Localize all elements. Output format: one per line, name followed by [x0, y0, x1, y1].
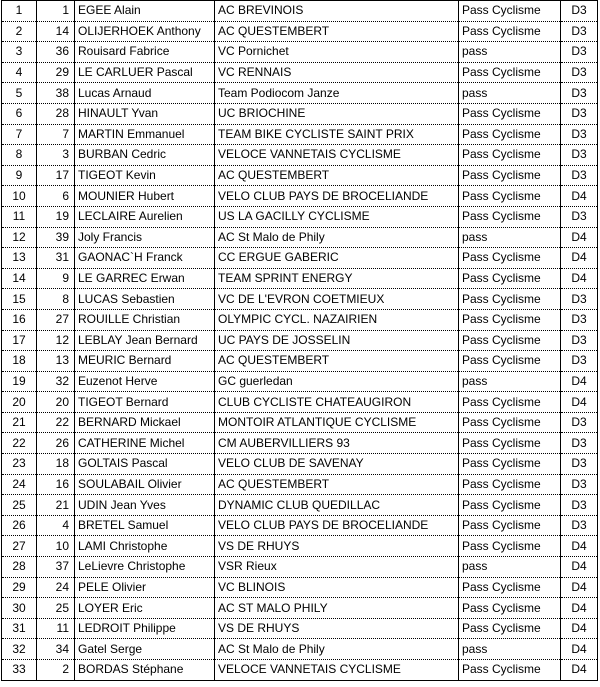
- rider-name-cell: Lucas Arnaud: [75, 83, 215, 104]
- table-row: [2, 392, 598, 413]
- bib-number-cell: 21: [37, 495, 75, 516]
- rank-cell: 32: [2, 639, 37, 660]
- rank-cell: 22: [2, 433, 37, 454]
- category-cell: D4: [561, 557, 598, 578]
- bib-number-cell: 8: [37, 289, 75, 310]
- rider-name-cell: MARTIN Emmanuel: [75, 124, 215, 145]
- rider-name-cell: Rouisard Fabrice: [75, 42, 215, 63]
- license-type-cell: Pass Cyclisme: [459, 186, 561, 207]
- category-cell: D4: [561, 392, 598, 413]
- rank-cell: 6: [2, 103, 37, 124]
- category-cell: D3: [561, 42, 598, 63]
- license-type-cell: pass: [459, 639, 561, 660]
- bib-number-cell: 28: [37, 103, 75, 124]
- rank-cell: 5: [2, 83, 37, 104]
- rank-cell: 14: [2, 268, 37, 289]
- rank-cell: 8: [2, 145, 37, 166]
- rank-cell: 11: [2, 206, 37, 227]
- club-name-cell: AC QUESTEMBERT: [215, 351, 459, 372]
- rank-cell: 16: [2, 309, 37, 330]
- rider-name-cell: MEURIC Bernard: [75, 351, 215, 372]
- license-type-cell: Pass Cyclisme: [459, 206, 561, 227]
- bib-number-cell: 37: [37, 557, 75, 578]
- club-name-cell: AC St Malo de Phily: [215, 227, 459, 248]
- category-cell: D3: [561, 515, 598, 536]
- license-type-cell: Pass Cyclisme: [459, 515, 561, 536]
- club-name-cell: VELO CLUB DE SAVENAY: [215, 454, 459, 475]
- category-cell: D3: [561, 1, 598, 22]
- category-cell: D3: [561, 474, 598, 495]
- club-name-cell: CC ERGUE GABERIC: [215, 248, 459, 269]
- bib-number-cell: 24: [37, 577, 75, 598]
- license-type-cell: Pass Cyclisme: [459, 1, 561, 22]
- rank-cell: 23: [2, 454, 37, 475]
- club-name-cell: AC QUESTEMBERT: [215, 165, 459, 186]
- license-type-cell: Pass Cyclisme: [459, 474, 561, 495]
- rank-cell: 29: [2, 577, 37, 598]
- rider-name-cell: Joly Francis: [75, 227, 215, 248]
- club-name-cell: VSR Rieux: [215, 557, 459, 578]
- category-cell: D3: [561, 21, 598, 42]
- license-type-cell: Pass Cyclisme: [459, 21, 561, 42]
- license-type-cell: Pass Cyclisme: [459, 165, 561, 186]
- category-cell: D3: [561, 412, 598, 433]
- club-name-cell: AC St Malo de Phily: [215, 639, 459, 660]
- category-cell: D4: [561, 268, 598, 289]
- table-row: [2, 351, 598, 372]
- rank-cell: 12: [2, 227, 37, 248]
- bib-number-cell: 20: [37, 392, 75, 413]
- results-table-body: [2, 1, 598, 681]
- club-name-cell: DYNAMIC CLUB QUEDILLAC: [215, 495, 459, 516]
- table-row: [2, 433, 598, 454]
- table-row: [2, 42, 598, 63]
- bib-number-cell: 34: [37, 639, 75, 660]
- club-name-cell: OLYMPIC CYCL. NAZAIRIEN: [215, 309, 459, 330]
- club-name-cell: CLUB CYCLISTE CHATEAUGIRON: [215, 392, 459, 413]
- rank-cell: 13: [2, 248, 37, 269]
- club-name-cell: Team Podiocom Janze: [215, 83, 459, 104]
- rider-name-cell: LUCAS Sebastien: [75, 289, 215, 310]
- club-name-cell: VC RENNAIS: [215, 62, 459, 83]
- table-row: [2, 577, 598, 598]
- table-row: [2, 639, 598, 660]
- bib-number-cell: 11: [37, 618, 75, 639]
- bib-number-cell: 14: [37, 21, 75, 42]
- bib-number-cell: 2: [37, 660, 75, 681]
- club-name-cell: VELOCE VANNETAIS CYCLISME: [215, 660, 459, 681]
- rider-name-cell: GOLTAIS Pascal: [75, 454, 215, 475]
- table-row: [2, 330, 598, 351]
- rank-cell: 18: [2, 351, 37, 372]
- bib-number-cell: 1: [37, 1, 75, 22]
- table-row: [2, 21, 598, 42]
- table-row: [2, 660, 598, 681]
- license-type-cell: Pass Cyclisme: [459, 454, 561, 475]
- rider-name-cell: SOULABAIL Olivier: [75, 474, 215, 495]
- rank-cell: 26: [2, 515, 37, 536]
- bib-number-cell: 18: [37, 454, 75, 475]
- license-type-cell: pass: [459, 557, 561, 578]
- rider-name-cell: TIGEOT Kevin: [75, 165, 215, 186]
- club-name-cell: VC Pornichet: [215, 42, 459, 63]
- rank-cell: 7: [2, 124, 37, 145]
- bib-number-cell: 12: [37, 330, 75, 351]
- category-cell: D4: [561, 577, 598, 598]
- rank-cell: 28: [2, 557, 37, 578]
- table-row: [2, 165, 598, 186]
- rider-name-cell: LEBLAY Jean Bernard: [75, 330, 215, 351]
- license-type-cell: Pass Cyclisme: [459, 495, 561, 516]
- rank-cell: 25: [2, 495, 37, 516]
- rider-name-cell: LOYER Eric: [75, 598, 215, 619]
- table-row: [2, 145, 598, 166]
- rank-cell: 15: [2, 289, 37, 310]
- category-cell: D3: [561, 103, 598, 124]
- bib-number-cell: 27: [37, 309, 75, 330]
- bib-number-cell: 13: [37, 351, 75, 372]
- table-row: [2, 536, 598, 557]
- category-cell: D3: [561, 124, 598, 145]
- bib-number-cell: 9: [37, 268, 75, 289]
- category-cell: D3: [561, 62, 598, 83]
- rider-name-cell: GAONAC`H Franck: [75, 248, 215, 269]
- rank-cell: 19: [2, 371, 37, 392]
- rider-name-cell: LeLievre Christophe: [75, 557, 215, 578]
- rider-name-cell: UDIN Jean Yves: [75, 495, 215, 516]
- bib-number-cell: 7: [37, 124, 75, 145]
- club-name-cell: VC DE L'EVRON COETMIEUX: [215, 289, 459, 310]
- category-cell: D4: [561, 227, 598, 248]
- rank-cell: 20: [2, 392, 37, 413]
- club-name-cell: VELO CLUB PAYS DE BROCELIANDE: [215, 186, 459, 207]
- category-cell: D3: [561, 330, 598, 351]
- bib-number-cell: 3: [37, 145, 75, 166]
- club-name-cell: CM AUBERVILLIERS 93: [215, 433, 459, 454]
- rank-cell: 30: [2, 598, 37, 619]
- club-name-cell: TEAM SPRINT ENERGY: [215, 268, 459, 289]
- table-row: [2, 289, 598, 310]
- category-cell: D3: [561, 83, 598, 104]
- license-type-cell: Pass Cyclisme: [459, 103, 561, 124]
- club-name-cell: UC BRIOCHINE: [215, 103, 459, 124]
- category-cell: D4: [561, 660, 598, 681]
- rider-name-cell: BERNARD Mickael: [75, 412, 215, 433]
- rider-name-cell: HINAULT Yvan: [75, 103, 215, 124]
- rider-name-cell: LECLAIRE Aurelien: [75, 206, 215, 227]
- rider-name-cell: PELE Olivier: [75, 577, 215, 598]
- category-cell: D4: [561, 371, 598, 392]
- bib-number-cell: 25: [37, 598, 75, 619]
- rider-name-cell: LE GARREC Erwan: [75, 268, 215, 289]
- club-name-cell: VELOCE VANNETAIS CYCLISME: [215, 145, 459, 166]
- rank-cell: 17: [2, 330, 37, 351]
- table-row: [2, 206, 598, 227]
- rank-cell: 21: [2, 412, 37, 433]
- rank-cell: 24: [2, 474, 37, 495]
- rider-name-cell: ROUILLE Christian: [75, 309, 215, 330]
- bib-number-cell: 17: [37, 165, 75, 186]
- table-row: [2, 103, 598, 124]
- license-type-cell: Pass Cyclisme: [459, 351, 561, 372]
- rank-cell: 31: [2, 618, 37, 639]
- rank-cell: 33: [2, 660, 37, 681]
- table-row: [2, 598, 598, 619]
- category-cell: D3: [561, 433, 598, 454]
- rank-cell: 2: [2, 21, 37, 42]
- table-row: [2, 474, 598, 495]
- table-row: [2, 371, 598, 392]
- rider-name-cell: BRETEL Samuel: [75, 515, 215, 536]
- license-type-cell: pass: [459, 42, 561, 63]
- category-cell: D3: [561, 309, 598, 330]
- rank-cell: 27: [2, 536, 37, 557]
- rider-name-cell: CATHERINE Michel: [75, 433, 215, 454]
- table-row: [2, 454, 598, 475]
- license-type-cell: pass: [459, 227, 561, 248]
- category-cell: D3: [561, 454, 598, 475]
- club-name-cell: VELO CLUB PAYS DE BROCELIANDE: [215, 515, 459, 536]
- license-type-cell: Pass Cyclisme: [459, 412, 561, 433]
- club-name-cell: GC guerledan: [215, 371, 459, 392]
- rank-cell: 3: [2, 42, 37, 63]
- club-name-cell: US LA GACILLY CYCLISME: [215, 206, 459, 227]
- license-type-cell: Pass Cyclisme: [459, 433, 561, 454]
- table-row: [2, 83, 598, 104]
- category-cell: D3: [561, 145, 598, 166]
- bib-number-cell: 4: [37, 515, 75, 536]
- table-row: [2, 186, 598, 207]
- license-type-cell: Pass Cyclisme: [459, 618, 561, 639]
- bib-number-cell: 16: [37, 474, 75, 495]
- license-type-cell: Pass Cyclisme: [459, 268, 561, 289]
- bib-number-cell: 31: [37, 248, 75, 269]
- rank-cell: 1: [2, 1, 37, 22]
- bib-number-cell: 38: [37, 83, 75, 104]
- table-row: [2, 124, 598, 145]
- rider-name-cell: BORDAS Stéphane: [75, 660, 215, 681]
- club-name-cell: VC BLINOIS: [215, 577, 459, 598]
- category-cell: D4: [561, 639, 598, 660]
- bib-number-cell: 32: [37, 371, 75, 392]
- category-cell: D3: [561, 165, 598, 186]
- results-table: [1, 0, 598, 681]
- rider-name-cell: Euzenot Herve: [75, 371, 215, 392]
- table-row: [2, 412, 598, 433]
- table-row: [2, 248, 598, 269]
- license-type-cell: Pass Cyclisme: [459, 62, 561, 83]
- license-type-cell: Pass Cyclisme: [459, 330, 561, 351]
- club-name-cell: UC PAYS DE JOSSELIN: [215, 330, 459, 351]
- category-cell: D3: [561, 206, 598, 227]
- category-cell: D4: [561, 186, 598, 207]
- license-type-cell: Pass Cyclisme: [459, 289, 561, 310]
- license-type-cell: Pass Cyclisme: [459, 577, 561, 598]
- category-cell: D3: [561, 495, 598, 516]
- bib-number-cell: 39: [37, 227, 75, 248]
- table-row: [2, 227, 598, 248]
- rider-name-cell: LAMI Christophe: [75, 536, 215, 557]
- table-row: [2, 557, 598, 578]
- license-type-cell: Pass Cyclisme: [459, 660, 561, 681]
- rank-cell: 9: [2, 165, 37, 186]
- rider-name-cell: TIGEOT Bernard: [75, 392, 215, 413]
- rider-name-cell: OLIJERHOEK Anthony: [75, 21, 215, 42]
- club-name-cell: AC QUESTEMBERT: [215, 21, 459, 42]
- rider-name-cell: BURBAN Cedric: [75, 145, 215, 166]
- license-type-cell: pass: [459, 371, 561, 392]
- table-row: [2, 515, 598, 536]
- rider-name-cell: Gatel Serge: [75, 639, 215, 660]
- bib-number-cell: 22: [37, 412, 75, 433]
- rank-cell: 4: [2, 62, 37, 83]
- category-cell: D4: [561, 248, 598, 269]
- bib-number-cell: 29: [37, 62, 75, 83]
- bib-number-cell: 26: [37, 433, 75, 454]
- table-row: [2, 62, 598, 83]
- category-cell: D4: [561, 536, 598, 557]
- license-type-cell: Pass Cyclisme: [459, 145, 561, 166]
- category-cell: D3: [561, 351, 598, 372]
- table-row: [2, 309, 598, 330]
- club-name-cell: AC ST MALO PHILY: [215, 598, 459, 619]
- club-name-cell: VS DE RHUYS: [215, 618, 459, 639]
- rider-name-cell: LE CARLUER Pascal: [75, 62, 215, 83]
- club-name-cell: TEAM BIKE CYCLISTE SAINT PRIX: [215, 124, 459, 145]
- license-type-cell: Pass Cyclisme: [459, 392, 561, 413]
- club-name-cell: AC BREVINOIS: [215, 1, 459, 22]
- club-name-cell: MONTOIR ATLANTIQUE CYCLISME: [215, 412, 459, 433]
- license-type-cell: Pass Cyclisme: [459, 536, 561, 557]
- table-row: [2, 268, 598, 289]
- bib-number-cell: 19: [37, 206, 75, 227]
- rider-name-cell: LEDROIT Philippe: [75, 618, 215, 639]
- license-type-cell: Pass Cyclisme: [459, 124, 561, 145]
- table-row: [2, 618, 598, 639]
- club-name-cell: VS DE RHUYS: [215, 536, 459, 557]
- license-type-cell: Pass Cyclisme: [459, 309, 561, 330]
- rider-name-cell: MOUNIER Hubert: [75, 186, 215, 207]
- category-cell: D4: [561, 598, 598, 619]
- license-type-cell: Pass Cyclisme: [459, 248, 561, 269]
- bib-number-cell: 6: [37, 186, 75, 207]
- category-cell: D3: [561, 289, 598, 310]
- table-row: [2, 495, 598, 516]
- bib-number-cell: 36: [37, 42, 75, 63]
- license-type-cell: Pass Cyclisme: [459, 598, 561, 619]
- category-cell: D4: [561, 618, 598, 639]
- bib-number-cell: 10: [37, 536, 75, 557]
- license-type-cell: pass: [459, 83, 561, 104]
- rank-cell: 10: [2, 186, 37, 207]
- table-row: [2, 1, 598, 22]
- rider-name-cell: EGEE Alain: [75, 1, 215, 22]
- club-name-cell: AC QUESTEMBERT: [215, 474, 459, 495]
